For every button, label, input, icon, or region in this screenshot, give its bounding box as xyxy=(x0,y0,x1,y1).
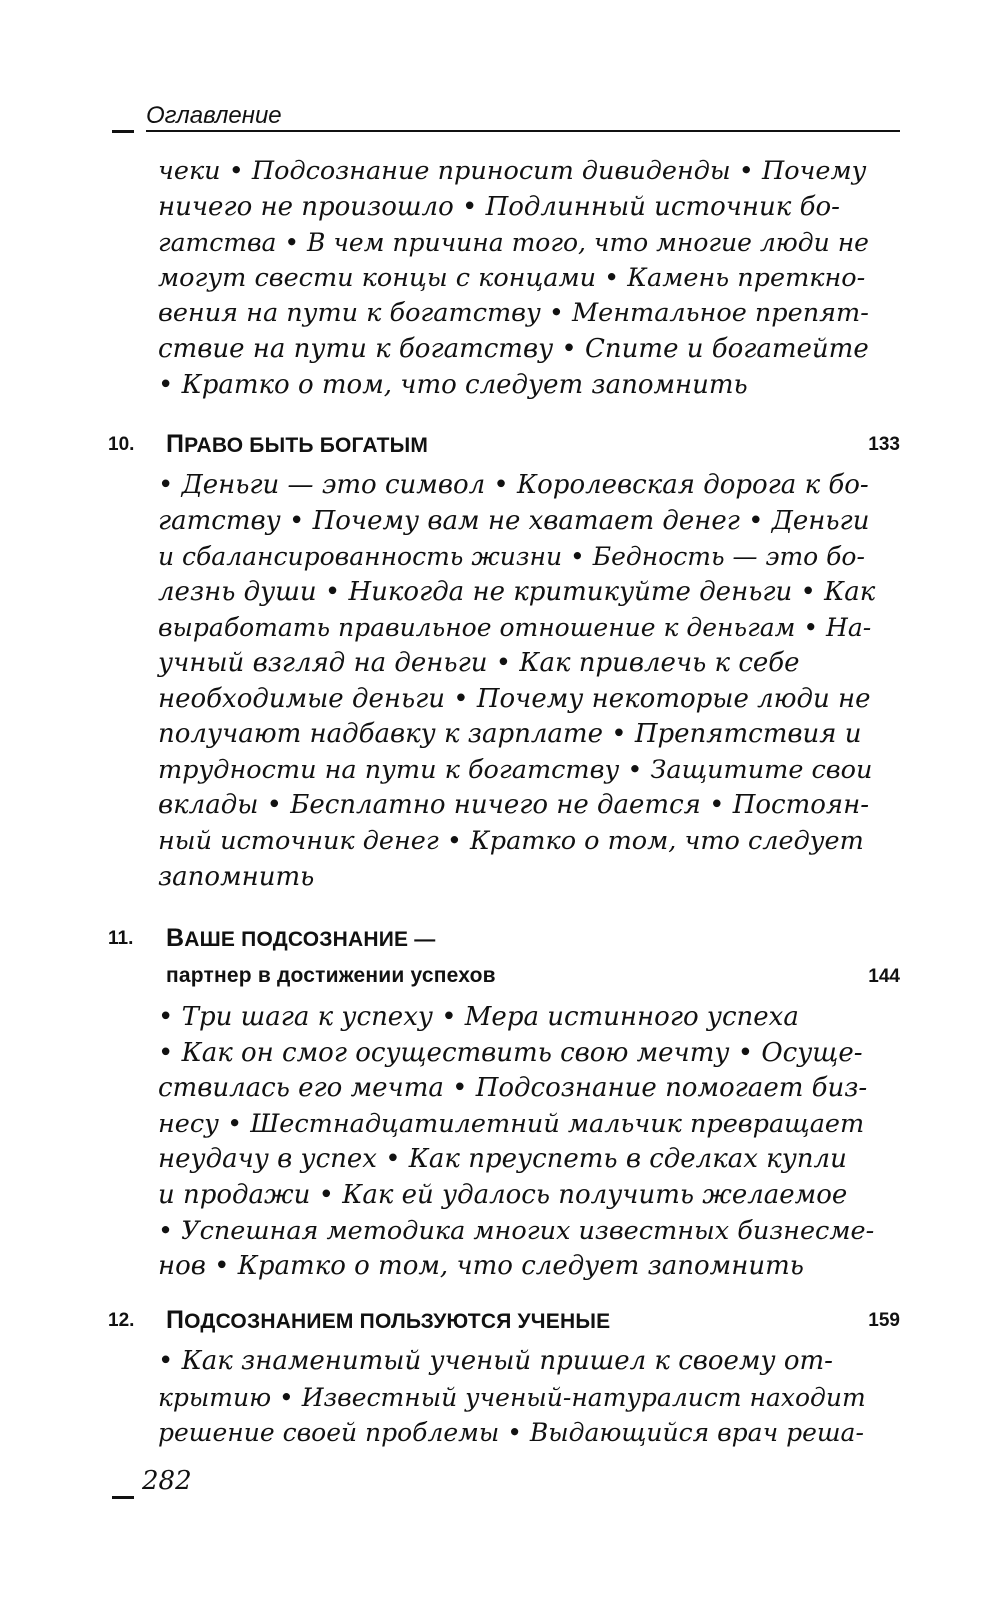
toc-line: нов • Кратко о том, что следует запомнить xyxy=(158,1251,804,1282)
toc-line: получают надбавку к зарплате • Препятствия и xyxy=(158,719,862,750)
toc-line: вения на пути к богатству • Ментальное препят- xyxy=(158,298,869,329)
chapter-title xyxy=(166,924,435,953)
toc-line: • Как знаменитый ученый пришел к своему от- xyxy=(158,1346,833,1376)
chapter-11-heading-line2 xyxy=(108,962,900,994)
chapter-title-initial: П xyxy=(166,430,185,458)
chapter-title xyxy=(166,1306,610,1335)
toc-line: чеки • Подсознание приносит дивиденды • Почему xyxy=(158,156,867,186)
toc-line: • Деньги — это символ • Королевская дорога к бо- xyxy=(158,470,869,500)
running-head xyxy=(112,100,900,134)
running-head-rule xyxy=(146,130,900,132)
toc-line: необходимые деньги • Почему некоторые люди не xyxy=(158,683,871,714)
toc-line: выработать правильное отношение к деньгам • На- xyxy=(158,613,872,643)
chapter-page: 133 xyxy=(868,434,900,455)
chapter-11-heading xyxy=(108,924,900,956)
toc-line: ничего не произошло • Подлинный источник бо- xyxy=(158,191,840,222)
toc-line: учный взгляд на деньги • Как привлечь к себе xyxy=(158,647,800,678)
toc-line: • Успешная методика многих известных бизнесме- xyxy=(158,1215,875,1246)
chapter-title-rest: РАВО БЫТЬ БОГАТЫМ xyxy=(184,434,429,457)
chapter-title xyxy=(166,430,428,459)
toc-line: трудности на пути к богатству • Защитите свои xyxy=(158,754,873,785)
running-head-title: Оглавление xyxy=(146,102,282,129)
toc-line: и продажи • Как ей удалось получить желаемое xyxy=(158,1179,848,1210)
toc-line: могут свести концы с концами • Камень преткно- xyxy=(158,262,866,293)
chapter-12-heading xyxy=(108,1306,900,1338)
chapter-number: 12. xyxy=(108,1310,135,1331)
chapter-12-contents xyxy=(158,1344,868,1451)
chapter-title-initial: П xyxy=(166,1306,185,1334)
toc-line: лезнь души • Никогда не критикуйте деньги • Как xyxy=(158,576,876,607)
chapter-10-heading xyxy=(108,430,900,462)
toc-line: неудачу в успех • Как преуспеть в сделках купли xyxy=(158,1144,847,1175)
chapter-number: 11. xyxy=(108,928,134,949)
chapter-page: 159 xyxy=(868,1310,900,1331)
chapter-title-line2: партнер в достижении успехов xyxy=(166,964,496,987)
toc-line: • Кратко о том, что следует запомнить xyxy=(158,369,748,400)
running-head-tick xyxy=(112,130,134,133)
toc-line: несу • Шестнадцатилетний мальчик превращает xyxy=(158,1108,865,1139)
chapter-11-contents xyxy=(158,1000,875,1285)
page-number: 282 xyxy=(142,1466,192,1496)
chapter-title-rest: АШЕ ПОДСОЗНАНИЕ — xyxy=(184,928,436,951)
chapter-10-contents xyxy=(158,468,876,895)
toc-line: решение своей проблемы • Выдающийся врач реша- xyxy=(158,1418,864,1448)
chapter-title-rest: ОДСОЗНАНИЕМ ПОЛЬЗУЮТСЯ УЧЕНЫЕ xyxy=(184,1310,611,1333)
chapter-page: 144 xyxy=(868,966,900,987)
toc-line: ствилась его мечта • Подсознание помогает биз- xyxy=(158,1073,868,1104)
folio-tick xyxy=(112,1496,134,1499)
toc-line: ный источник денег • Кратко о том, что следует xyxy=(158,825,864,856)
toc-line: запомнить xyxy=(158,861,315,892)
toc-line: и сбалансированность жизни • Бедность — это бо- xyxy=(158,542,865,572)
toc-line: вклады • Бесплатно ничего не дается • Постоян- xyxy=(158,790,870,821)
chapter-number: 10. xyxy=(108,434,135,455)
chapter-title-initial: В xyxy=(166,924,185,952)
intro-continuation xyxy=(158,154,868,403)
toc-line: ствие на пути к богатству • Спите и богатейте xyxy=(158,333,869,364)
toc-line: • Три шага к успеху • Мера истинного успеха xyxy=(158,1002,799,1032)
toc-line: крытию • Известный ученый-натуралист находит xyxy=(158,1382,866,1412)
toc-line: гатства • В чем причина того, что многие люди не xyxy=(158,228,869,258)
toc-line: • Как он смог осуществить свою мечту • Осуще- xyxy=(158,1037,863,1068)
toc-line: гатству • Почему вам не хватает денег • Деньги xyxy=(158,505,870,536)
